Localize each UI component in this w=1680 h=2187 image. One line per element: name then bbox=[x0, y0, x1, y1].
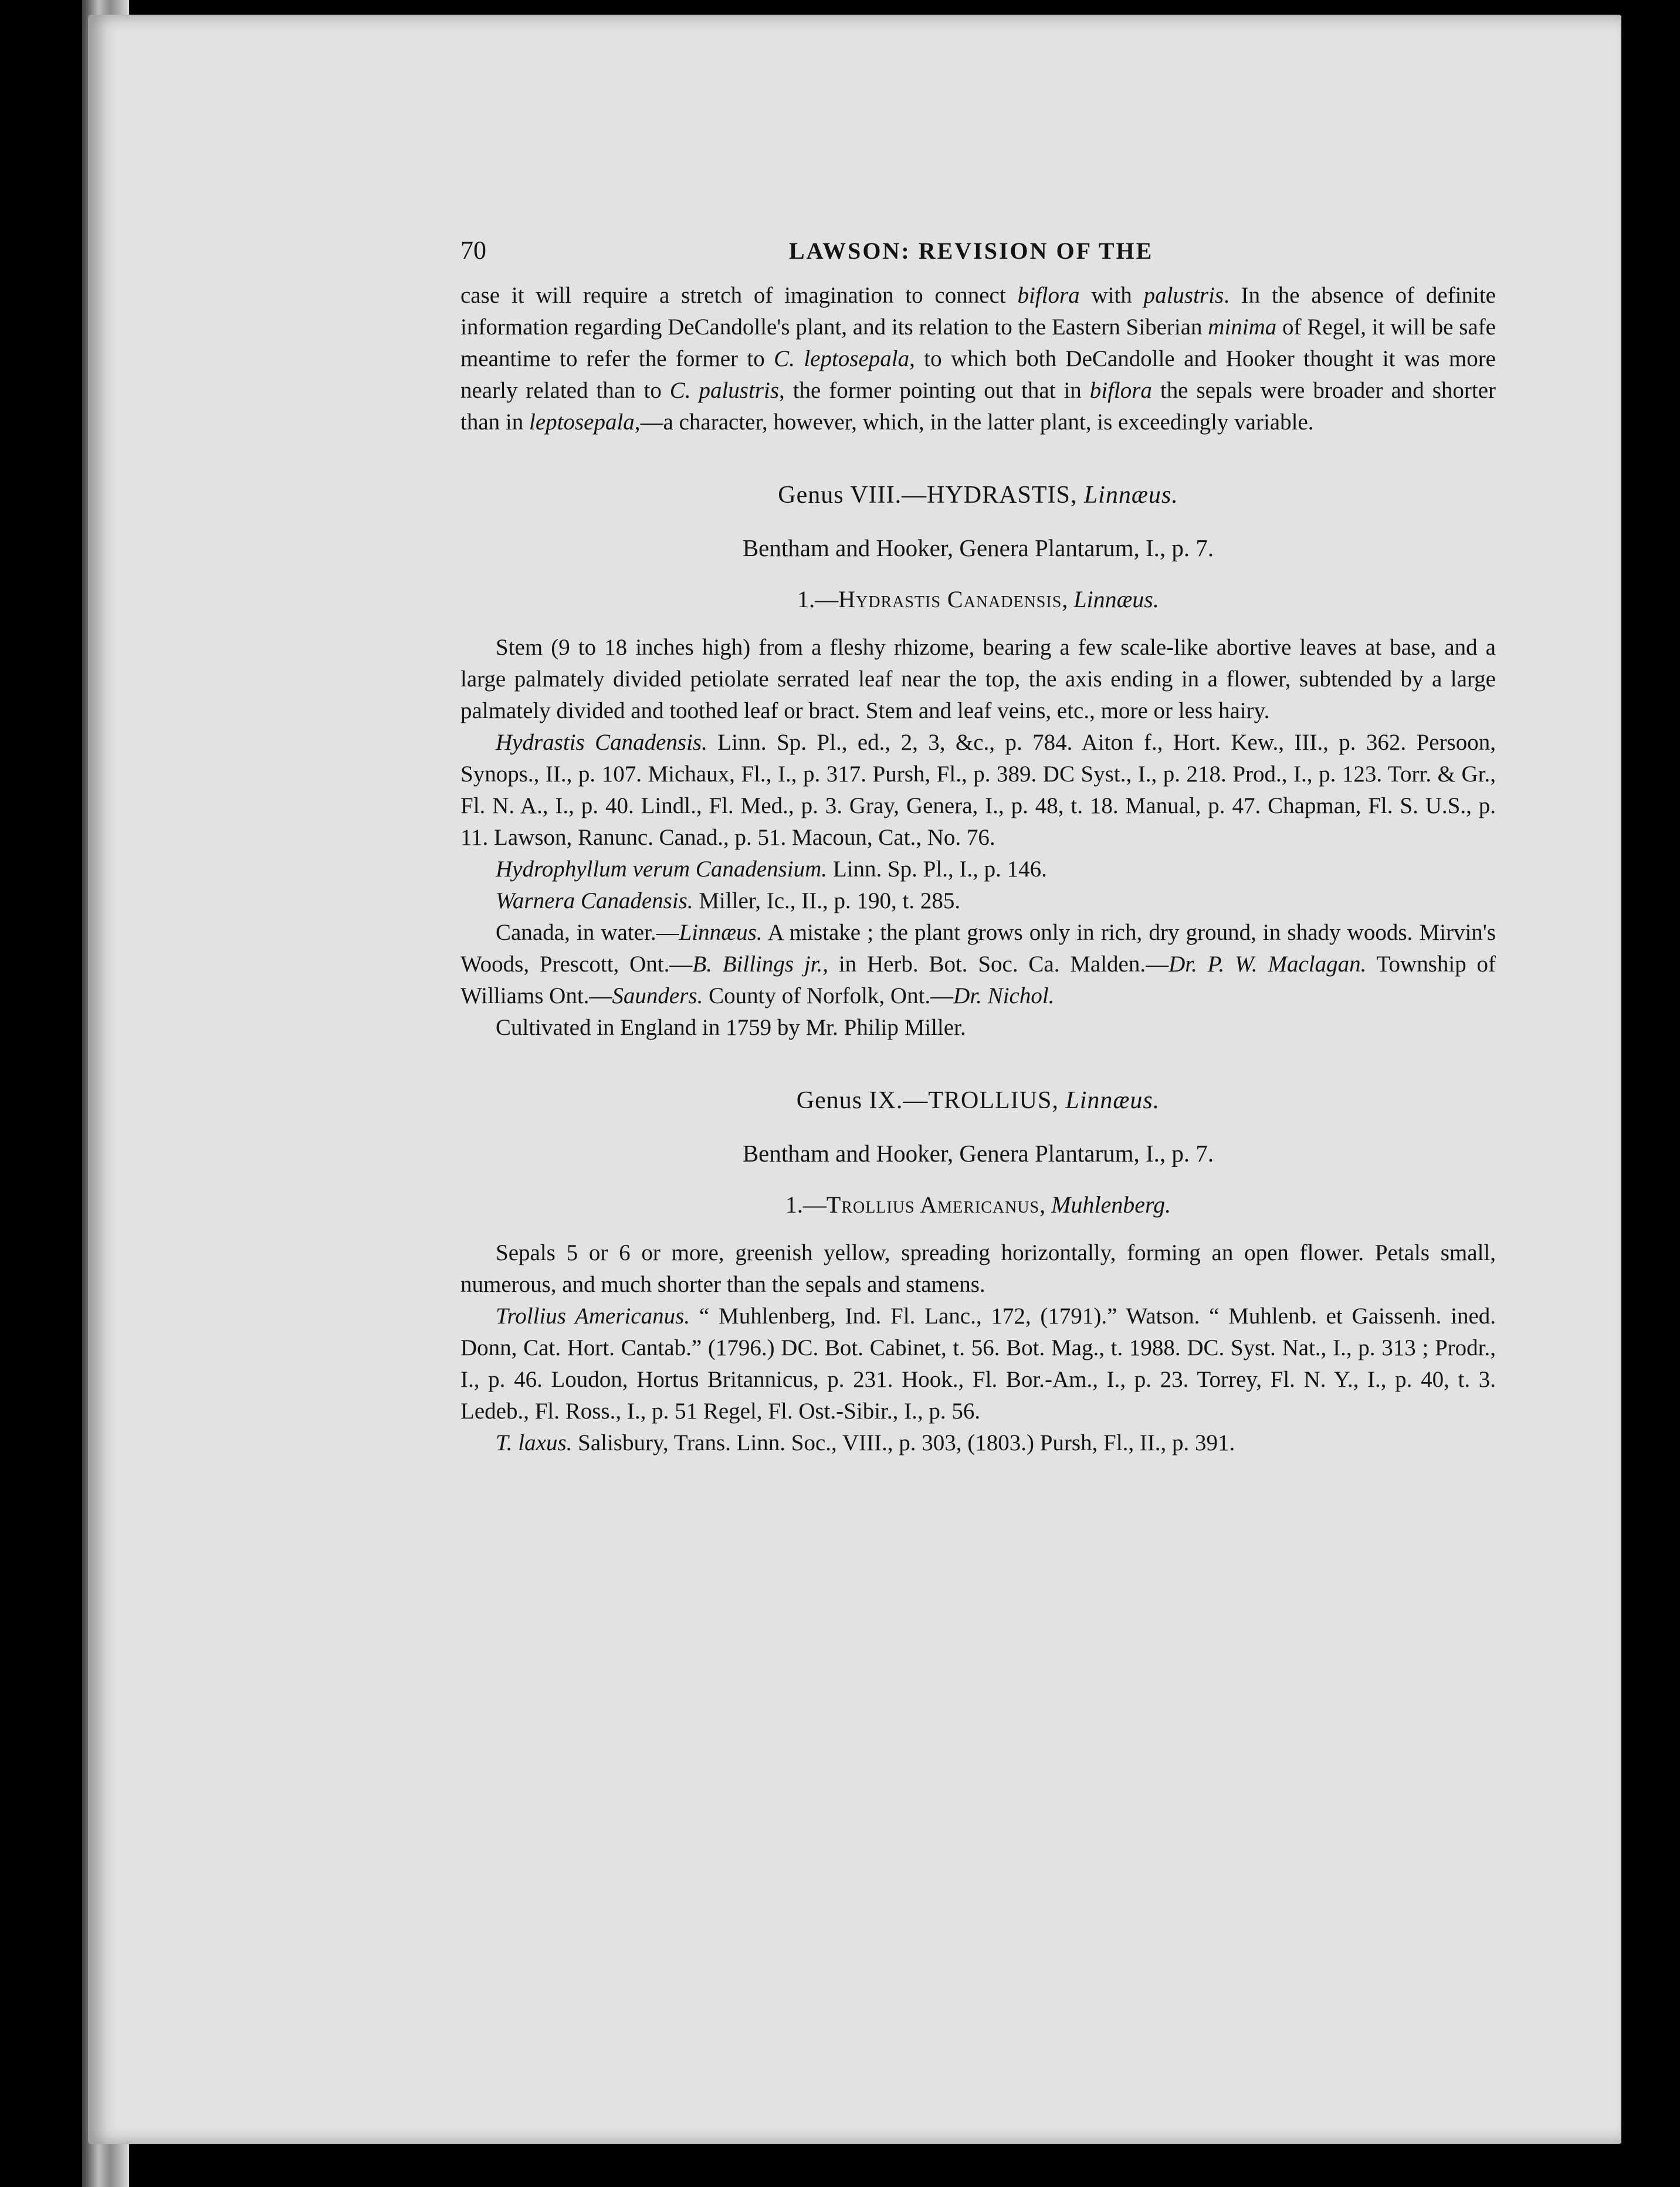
genus-source-trollius: Bentham and Hooker, Genera Plantarum, I., p. 7. bbox=[742, 1140, 1214, 1167]
scan-left-border bbox=[0, 0, 82, 2187]
synonym-warnera: Warnera Canadensis. Miller, Ic., II., p. 190, t. 285. bbox=[496, 888, 961, 913]
habitat-hydrastis: Canada, in water.—Linnæus. A mistake ; the plant grows only in rich, dry ground, in shady woods. Mirvin's Woods, Prescott, Ont.—B. Billings jr., in Herb. Bot. Soc. Ca. Malden.—Dr. P. W. Maclagan. Township of Williams Ont.—Saunders. County of Norfolk, Ont.—Dr. Nichol. bbox=[460, 920, 1496, 1008]
synonym-hydrastis-canadensis: Hydrastis Canadensis. Linn. Sp. Pl., ed., 2, 3, &c., p. 784. Aiton f., Hort. Kew., III., p. 362. Persoon, Synops., II., p. 107. Michaux, Fl., I., p. 317. Pursh, Fl., p. 389. DC Syst., I., p. 218. Prod., I., p. 123. Torr. & Gr., Fl. N. A., I., p. 40. Lindl., Fl. Med., p. 3. Gray, Genera, I., p. 48, t. 18. Manual, p. 47. Chapman, Fl. S. U.S., p. 11. Lawson, Ranunc. Canad., p. 51. Macoun, Cat., No. 76. bbox=[460, 730, 1496, 850]
scan-right-border bbox=[1621, 0, 1680, 2187]
page-header bbox=[460, 235, 1496, 267]
species-description-trollius: Sepals 5 or 6 or more, greenish yellow, spreading horizontally, forming an open flower. Petals small, numerous, and much shorter than the sepals and stamens. bbox=[460, 1240, 1496, 1297]
species-heading-hydrastis: 1.—Hydrastis Canadensis, Linnæus. bbox=[797, 586, 1159, 612]
running-title: LAWSON: REVISION OF THE bbox=[789, 238, 1154, 264]
genus-source-hydrastis: Bentham and Hooker, Genera Plantarum, I., p. 7. bbox=[742, 534, 1214, 561]
intro-paragraph: case it will require a stretch of imagination to connect biflora with palustris. In the absence of definite information regarding DeCandolle's plant, and its relation to the Eastern Siberian minima of Regel, it will be safe meantime to refer the former to C. leptosepala, to which both DeCandolle and Hooker thought it was more nearly related than to C. palustris, the former pointing out that in biflora the sepals were broader and shorter than in leptosepala,—a character, however, which, in the latter plant, is exceedingly variable. bbox=[460, 283, 1496, 435]
page-number: 70 bbox=[460, 236, 486, 265]
genus-heading-hydrastis: Genus VIII.—HYDRASTIS, Linnæus. bbox=[778, 482, 1178, 509]
genus-heading-trollius: Genus IX.—TROLLIUS, Linnæus. bbox=[796, 1087, 1160, 1114]
synonym-t-laxus: T. laxus. Salisbury, Trans. Linn. Soc., VIII., p. 303, (1803.) Pursh, Fl., II., p. 391. bbox=[496, 1430, 1235, 1455]
cultivation-note-hydrastis: Cultivated in England in 1759 by Mr. Philip Miller. bbox=[496, 1015, 966, 1040]
species-description-hydrastis: Stem (9 to 18 inches high) from a fleshy rhizome, bearing a few scale-like abortive leaves at base, and a large palmately divided petiolate serrated leaf near the top, the axis ending in a flower, subtended by a large palmately divided and toothed leaf or bract. Stem and leaf veins, etc., more or less hairy. bbox=[460, 635, 1496, 723]
synonym-hydrophyllum: Hydrophyllum verum Canadensium. Linn. Sp. Pl., I., p. 146. bbox=[496, 856, 1047, 882]
synonym-trollius-americanus: Trollius Americanus. “ Muhlenberg, Ind. Fl. Lanc., 172, (1791).” Watson. “ Muhlenb. et Gaissenh. ined. Donn, Cat. Hort. Cantab.” (1796.) DC. Bot. Cabinet, t. 56. Bot. Mag., t. 1988. DC. Syst. Nat., I., p. 313 ; Prodr., I., p. 46. Loudon, Hortus Britannicus, p. 231. Hook., Fl. Bor.-Am., I., p. 23. Torrey, Fl. N. Y., I., p. 40, t. 3. Ledeb., Fl. Ross., I., p. 51 Regel, Fl. Ost.-Sibir., I., p. 56. bbox=[460, 1304, 1496, 1424]
species-heading-trollius: 1.—Trollius Americanus, Muhlenberg. bbox=[785, 1191, 1171, 1218]
page-content bbox=[460, 235, 1496, 1459]
